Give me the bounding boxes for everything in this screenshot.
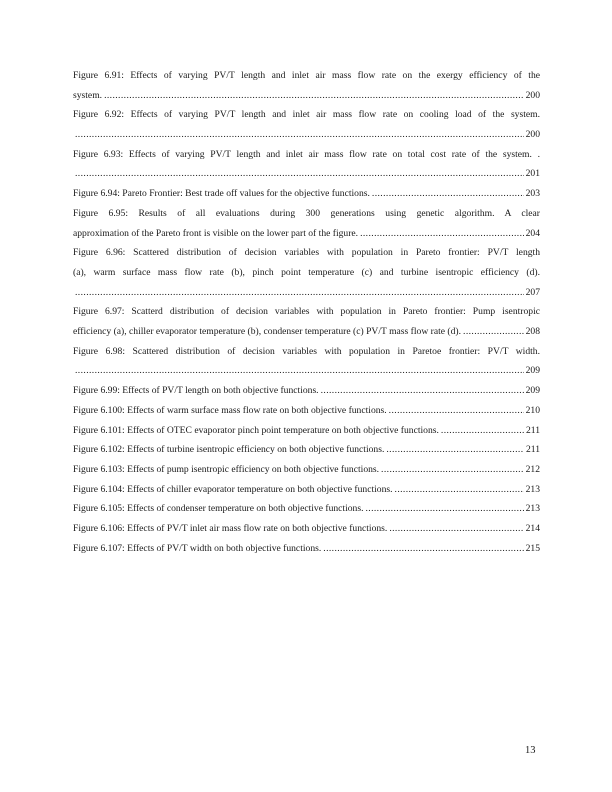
toc-entry-text: Figure 6.102: Effects of turbine isentropic efficiency on both objective functions. xyxy=(73,444,385,456)
dot-leader xyxy=(386,440,524,460)
dot-leader xyxy=(75,125,524,145)
toc-entry-text: Figure 6.91: Effects of varying PV/T length and inlet air mass flow rate on the exergy efficiency of the xyxy=(73,70,540,81)
toc-entry[interactable] xyxy=(73,440,540,460)
toc-entry[interactable] xyxy=(73,204,540,243)
toc-entry-text: efficiency (a), chiller evaporator temperature (b), condenser temperature (c) PV/T mass flow rate (d). xyxy=(73,326,462,338)
toc-entry-text: Figure 6.107: Effects of PV/T width on both objective functions. xyxy=(73,542,322,554)
list-of-figures xyxy=(73,66,540,558)
toc-entry-text: Figure 6.101: Effects of OTEC evaporator pinch point temperature on both objective functions. xyxy=(73,424,439,436)
toc-entry-text: Figure 6.94: Pareto Frontier: Best trade off values for the objective functions. xyxy=(73,188,370,200)
dot-leader xyxy=(323,539,523,559)
toc-entry-text: Figure 6.105: Effects of condenser temperature on both objective functions. xyxy=(73,503,364,515)
page-number: 13 xyxy=(525,745,536,756)
toc-entry[interactable] xyxy=(73,66,540,105)
toc-entry-text: Figure 6.106: Effects of PV/T inlet air mass flow rate on both objective functions. xyxy=(73,522,388,534)
toc-entry-text: Figure 6.96: Scattered distribution of decision variables with population in Pareto frontier: PV/T length xyxy=(73,247,540,259)
toc-entry-text: Figure 6.97: Scatterd distribution of decision variables with population in Pareto frontier: Pump isentropic xyxy=(73,306,540,318)
toc-entry[interactable] xyxy=(73,401,540,421)
toc-entry-text: Figure 6.95: Results of all evaluations during 300 generations using genetic algorithm. A clear xyxy=(73,207,540,219)
toc-entry[interactable] xyxy=(73,421,540,441)
toc-entry-text: system. xyxy=(73,89,103,101)
toc-entry-text: Figure 6.93: Effects of varying PV/T length and inlet air mass flow rate on total cost rate of the system. . xyxy=(73,148,540,160)
toc-entry[interactable] xyxy=(73,539,540,559)
toc-page-number: 200 xyxy=(525,89,540,101)
toc-page-number: 203 xyxy=(525,188,540,200)
toc-entry-text: Figure 6.92: Effects of varying PV/T length and inlet air mass flow rate on cooling load of the system. xyxy=(73,109,540,121)
toc-entry-text: Figure 6.100: Effects of warm surface mass flow rate on both objective functions. xyxy=(73,404,387,416)
dot-leader xyxy=(75,361,524,381)
toc-page-number: 200 xyxy=(525,129,540,141)
dot-leader xyxy=(360,224,524,244)
dot-leader xyxy=(381,460,524,480)
toc-entry-text: Figure 6.104: Effects of chiller evaporator temperature on both objective functions. xyxy=(73,483,393,495)
toc-page-number: 211 xyxy=(525,444,540,456)
dot-leader xyxy=(104,86,524,106)
toc-entry[interactable] xyxy=(73,184,540,204)
toc-page-number: 213 xyxy=(525,503,540,515)
toc-page-number: 210 xyxy=(525,404,540,416)
toc-page-number: 211 xyxy=(525,424,540,436)
toc-page-number: 215 xyxy=(525,542,540,554)
toc-entry[interactable] xyxy=(73,302,540,341)
dot-leader xyxy=(441,421,524,441)
toc-entry-text: Figure 6.99: Effects of PV/T length on both objective functions. xyxy=(73,385,319,397)
toc-page-number: 204 xyxy=(525,227,540,239)
dot-leader xyxy=(389,519,523,539)
dot-leader xyxy=(463,322,524,342)
dot-leader xyxy=(75,283,524,303)
toc-entry[interactable] xyxy=(73,243,540,302)
dot-leader xyxy=(372,184,524,204)
toc-entry[interactable] xyxy=(73,460,540,480)
toc-entry[interactable] xyxy=(73,342,540,381)
toc-entry[interactable] xyxy=(73,480,540,500)
toc-page-number: 207 xyxy=(525,286,540,298)
toc-entry-text: (a), warm surface mass flow rate (b), pinch point temperature (c) and turbine isentropic efficiency (d). xyxy=(73,266,540,278)
dot-leader xyxy=(365,499,523,519)
toc-page-number: 213 xyxy=(525,483,540,495)
toc-page-number: 209 xyxy=(525,385,540,397)
toc-entry[interactable] xyxy=(73,499,540,519)
toc-entry[interactable] xyxy=(73,381,540,401)
toc-entry[interactable] xyxy=(73,145,540,184)
toc-page-number: 208 xyxy=(525,326,540,338)
toc-page-number: 212 xyxy=(525,463,540,475)
toc-entry[interactable] xyxy=(73,519,540,539)
toc-page-number: 209 xyxy=(525,365,540,377)
toc-page-number: 214 xyxy=(525,522,540,534)
dot-leader xyxy=(395,480,524,500)
toc-entry-text: Figure 6.98: Scattered distribution of decision variables with population in Paretoe frontier: PV/T width. xyxy=(73,345,540,357)
dot-leader xyxy=(75,164,524,184)
dot-leader xyxy=(389,401,524,421)
toc-entry-text: approximation of the Pareto front is visible on the lower part of the figure. xyxy=(73,227,359,239)
dot-leader xyxy=(321,381,524,401)
toc-entry-text: Figure 6.103: Effects of pump isentropic efficiency on both objective functions. xyxy=(73,463,380,475)
toc-entry[interactable] xyxy=(73,105,540,144)
toc-page-number: 201 xyxy=(525,168,540,180)
